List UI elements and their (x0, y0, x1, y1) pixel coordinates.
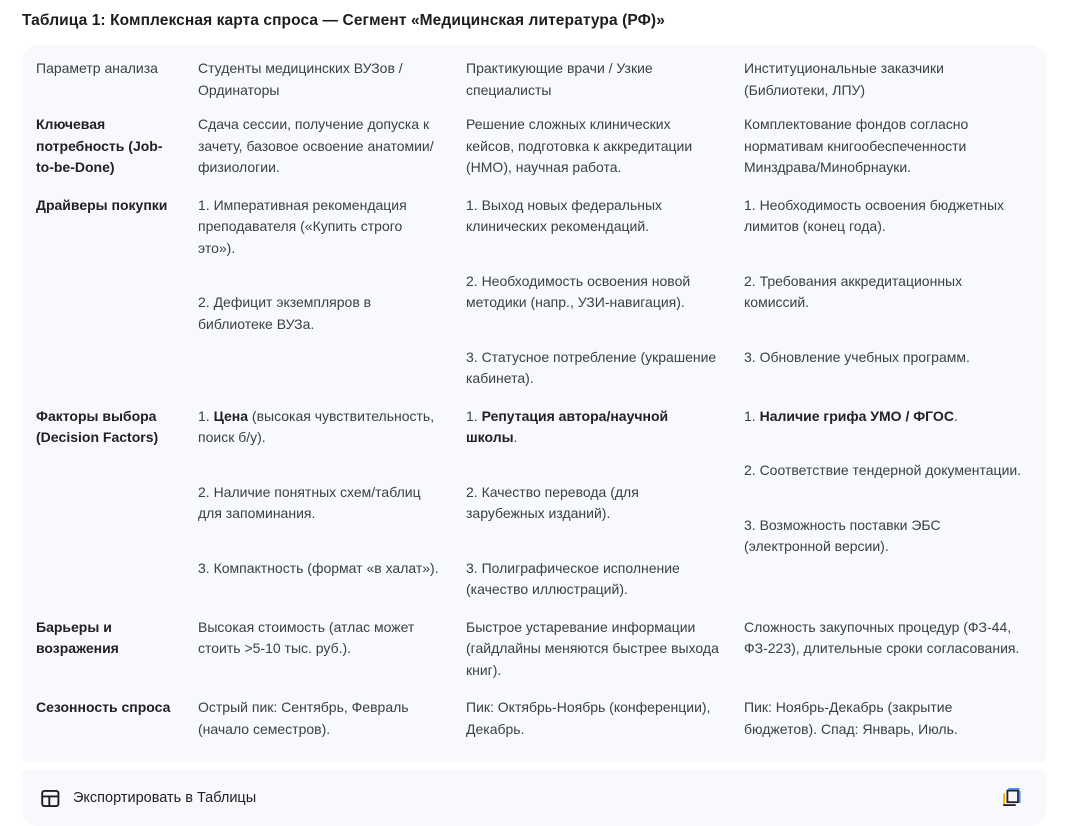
table-footer (22, 770, 1046, 826)
column-header: Практикующие врачи / Узкие специалисты (466, 60, 653, 98)
cell-paragraph: 2. Наличие понятных схем/таблиц для запоминания. (198, 483, 421, 521)
cell-paragraph: 2. Дефицит экземпляров в библиотеке ВУЗа. (198, 294, 372, 332)
cell-paragraph: 1. Репутация автора/научной школы. (466, 407, 669, 445)
table-cell (744, 195, 1032, 385)
export-to-sheets-button[interactable] (37, 783, 260, 814)
table-cell (198, 406, 466, 596)
table-cell (744, 406, 1032, 574)
cell-paragraph: 2. Соответствие тендерной документации. (744, 462, 1022, 478)
copy-table-button[interactable] (996, 783, 1026, 813)
cell-paragraph: Сложность закупочных процедур (ФЗ-44, ФЗ-223), длительные сроки согласования. (744, 618, 1020, 656)
table-cell (198, 114, 466, 195)
cell-paragraph: Быстрое устаревание информации (гайдлайны меняются быстрее выхода книг). (466, 618, 719, 678)
table-cell (744, 697, 1032, 756)
export-to-sheets-label: Экспортировать в Таблицы (73, 790, 257, 806)
cell-paragraph: Пик: Октябрь-Ноябрь (конференции), Декабрь. (466, 699, 711, 737)
demand-map-table (36, 58, 1032, 756)
cell-paragraph: Комплектование фондов согласно нормативам книгообеспеченности Минздрава/Минобрнауки. (744, 116, 969, 175)
cell-paragraph: 2. Качество перевода (для зарубежных изданий). (466, 483, 639, 521)
table-title: Таблица 1: Комплексная карта спроса — Сегмент «Медицинская литература (РФ)» (22, 12, 665, 29)
cell-paragraph: Острый пик: Сентябрь, Февраль (начало семестров). (198, 699, 409, 737)
cell-paragraph: 3. Статусное потребление (украшение кабинета). (466, 348, 717, 386)
cell-paragraph: 3. Полиграфическое исполнение (качество иллюстраций). (466, 559, 680, 597)
copy-icon (1000, 787, 1022, 809)
row-label: Драйверы покупки (36, 196, 168, 213)
cell-paragraph: 1. Необходимость освоения бюджетных лимитов (конец года). (744, 196, 1005, 234)
cell-paragraph: Сдача сессии, получение допуска к зачету, базовое освоение анатомии/физиологии. (198, 116, 434, 175)
table-cell (198, 195, 466, 352)
cell-paragraph: 1. Выход новых федеральных клинических рекомендаций. (466, 196, 663, 234)
row-label: Сезонность спроса (36, 699, 171, 715)
table-cell (466, 195, 744, 406)
table-cell (466, 406, 744, 617)
cell-paragraph: 1. Наличие грифа УМО / ФГОС. (744, 407, 958, 424)
column-header: Параметр анализа (36, 60, 158, 76)
cell-paragraph: Высокая стоимость (атлас может стоить >5-10 тыс. руб.). (198, 618, 415, 656)
cell-paragraph: 3. Компактность (формат «в халат»). (198, 559, 439, 576)
cell-paragraph: Пик: Ноябрь-Декабрь (закрытие бюджетов). Спад: Январь, Июль. (744, 699, 958, 737)
table-cell (466, 617, 744, 698)
cell-paragraph: 3. Возможность поставки ЭБС (электронной версии). (744, 516, 941, 554)
table-cell (744, 617, 1032, 676)
row-label: Факторы выбора (Decision Factors) (36, 407, 159, 445)
table-cell (466, 697, 744, 756)
cell-paragraph: Решение сложных клинических кейсов, подготовка к аккредитации (НМО), научная работа. (466, 116, 693, 175)
table-cell (466, 114, 744, 195)
cell-paragraph: 2. Требования аккредитационных комиссий. (744, 272, 963, 310)
cell-paragraph: 3. Обновление учебных программ. (744, 348, 970, 365)
row-label: Барьеры и возражения (36, 618, 119, 656)
column-header: Студенты медицинских ВУЗов / Ординаторы (198, 60, 403, 98)
table-card (22, 45, 1046, 762)
cell-paragraph: 1. Императивная рекомендация преподавателя («Купить строго это»). (198, 196, 407, 256)
table-cell (198, 617, 466, 676)
row-label: Ключевая потребность (Job-to-be-Done) (36, 116, 163, 175)
table-cell (198, 697, 466, 756)
table-grid-icon (41, 789, 60, 808)
column-header: Институциональные заказчики (Библиотеки, ЛПУ) (744, 60, 944, 98)
cell-paragraph: 1. Цена (высокая чувствительность, поиск б/у). (198, 407, 435, 445)
table-cell (744, 114, 1032, 195)
cell-paragraph: 2. Необходимость освоения новой методики (напр., УЗИ-навигация). (466, 272, 691, 310)
